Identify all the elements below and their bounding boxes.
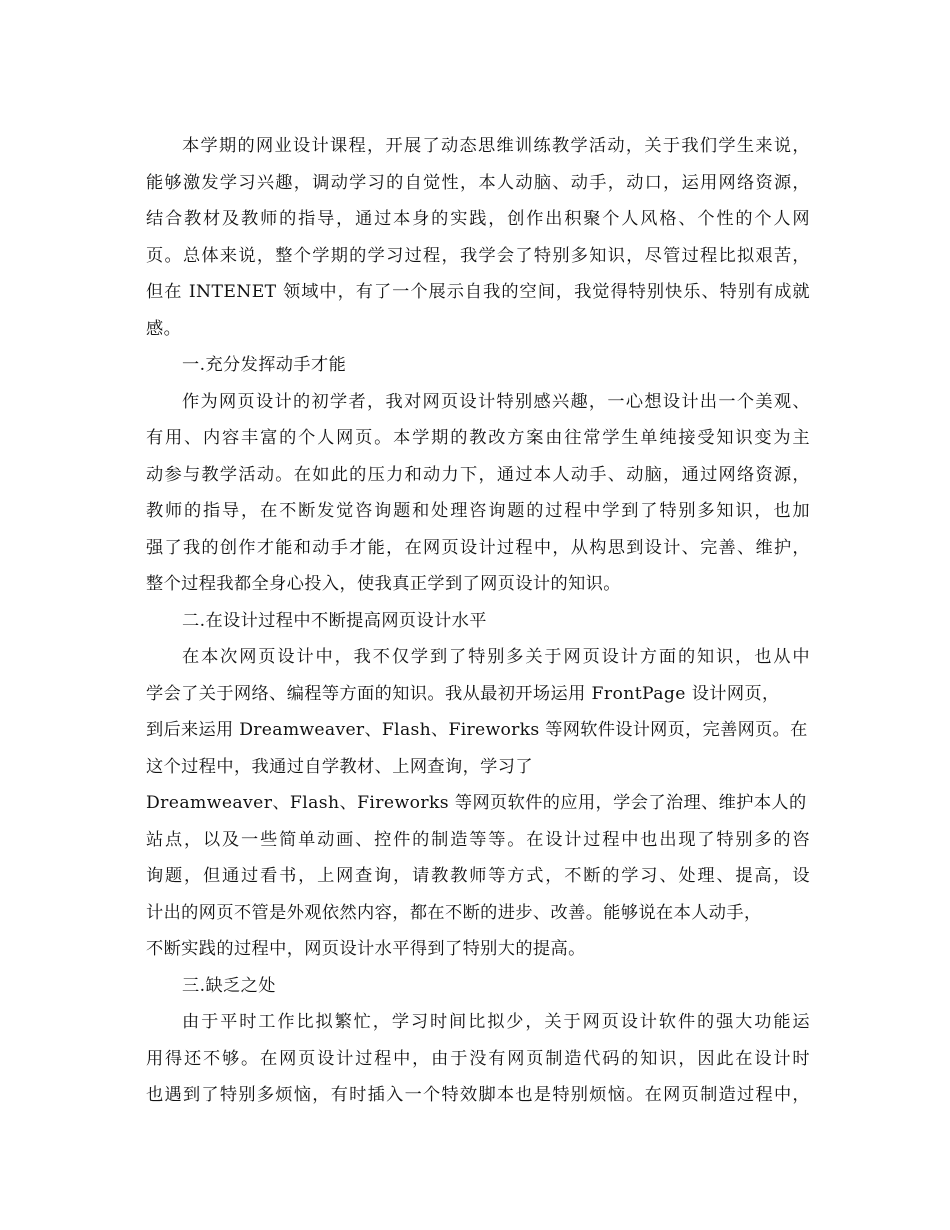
- text-line: 在本次网页设计中，我不仅学到了特别多关于网页设计方面的知识，也从中: [182, 647, 810, 667]
- section-2-paragraph: [146, 639, 810, 968]
- section-heading-3: 三.缺乏之处: [182, 975, 276, 996]
- text-line: 这个过程中，我通过自学教材、上网查询，学习了: [146, 756, 533, 777]
- section-3-paragraph: [146, 1004, 810, 1114]
- text-line: 教师的指导，在不断发觉咨询题和处理咨询题的过程中学到了特别多知识，也加: [146, 501, 810, 521]
- text-line: 不断实践的过程中，网页设计水平得到了特别大的提高。: [146, 939, 586, 959]
- section-heading-2: 二.在设计过程中不断提高网页设计水平: [182, 610, 487, 631]
- text-line: 也遇到了特别多烦恼，有时插入一个特效脚本也是特别烦恼。在网页制造过程中，: [146, 1085, 810, 1105]
- section-heading-1: 一.充分发挥动手才能: [182, 355, 347, 375]
- text-line: 本学期的网业设计课程，开展了动态思维训练教学活动，关于我们学生来说，: [182, 136, 810, 156]
- text-line: 由于平时工作比拟繁忙，学习时间比拟少，关于网页设计软件的强大功能运: [182, 1012, 810, 1032]
- document-page: [146, 128, 810, 1114]
- text-line: 有用、内容丰富的个人网页。本学期的教改方案由往常学生单纯接受知识变为主: [146, 428, 810, 448]
- text-line: 学会了关于网络、编程等方面的知识。我从最初开场运用 FrontPage 设计网页，: [146, 683, 780, 704]
- text-line: 站点，以及一些简单动画、控件的制造等等。在设计过程中也出现了特别多的咨: [146, 829, 810, 850]
- text-line: 但在 INTENET 领域中，有了一个展示自我的空间，我觉得特别快乐、特别有成就: [146, 282, 810, 302]
- text-line: 整个过程我都全身心投入，使我真正学到了网页设计的知识。: [146, 574, 621, 594]
- text-line: 页。总体来说，整个学期的学习过程，我学会了特别多知识，尽管过程比拟艰苦，: [146, 245, 810, 266]
- text-line: 结合教材及教师的指导，通过本身的实践，创作出积聚个人风格、个性的个人网: [146, 209, 810, 229]
- section-1-paragraph: [146, 384, 810, 603]
- text-line: 感。: [146, 318, 182, 339]
- text-line: Dreamweaver、Flash、Fireworks 等网页软件的应用，学会了治理、维护本人的: [146, 793, 807, 813]
- text-line: 作为网页设计的初学者，我对网页设计特别感兴趣，一心想设计出一个美观、: [182, 391, 810, 412]
- intro-paragraph: [146, 128, 810, 347]
- text-line: 询题，但通过看书，上网查询，请教教师等方式，不断的学习、处理、提高，设: [146, 866, 810, 886]
- text-line: 用得还不够。在网页设计过程中，由于没有网页制造代码的知识，因此在设计时: [146, 1048, 810, 1069]
- text-line: 强了我的创作才能和动手才能，在网页设计过程中，从构思到设计、完善、维护，: [146, 537, 810, 558]
- text-line: 到后来运用 Dreamweaver、Flash、Fireworks 等网软件设计网页，完善网页。在: [146, 720, 808, 740]
- text-line: 动参与教学活动。在如此的压力和动力下，通过本人动手、动脑，通过网络资源，: [146, 464, 810, 485]
- text-line: 计出的网页不管是外观依然内容，都在不断的进步、改善。能够说在本人动手，: [146, 902, 762, 923]
- text-line: 能够激发学习兴趣，调动学习的自觉性，本人动脑、动手，动口，运用网络资源，: [146, 172, 810, 193]
